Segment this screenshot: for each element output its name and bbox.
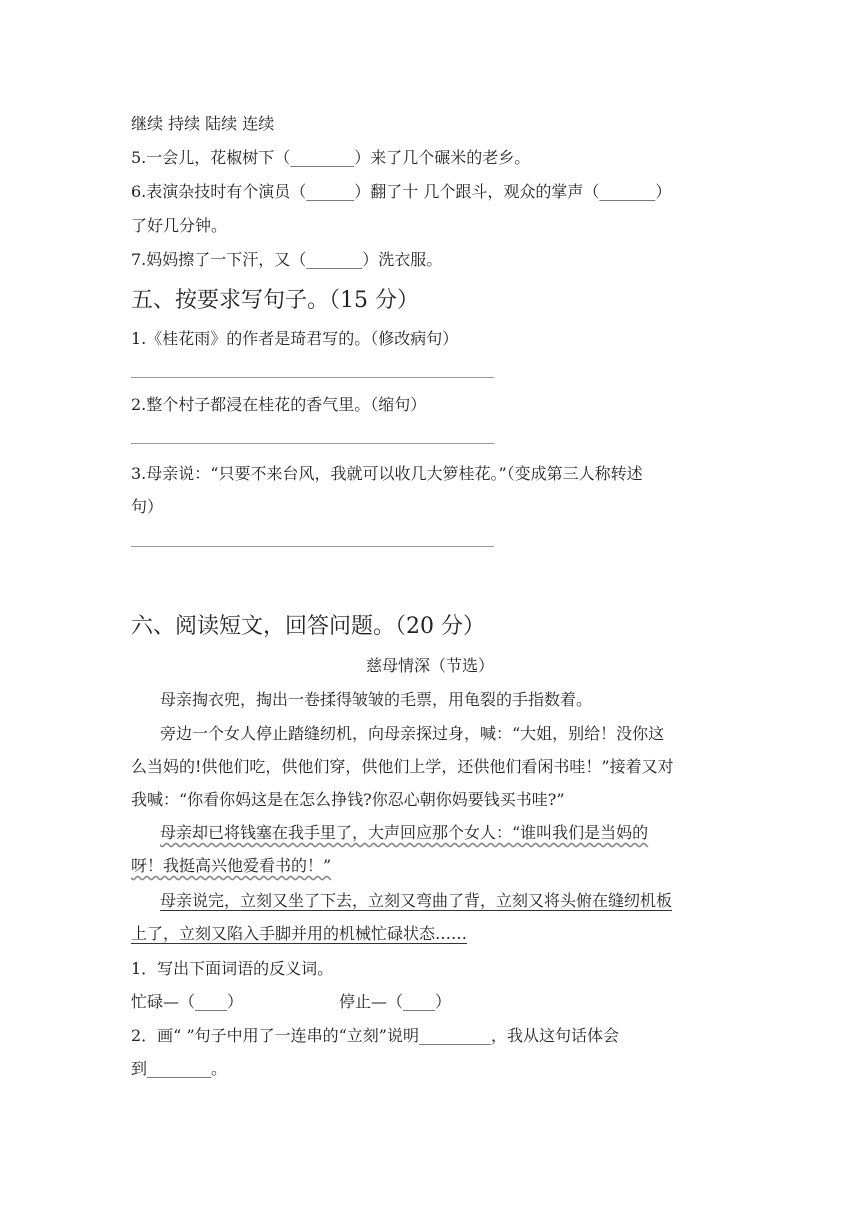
underlined-text: 母亲说完，立刻又坐了下去，立刻又弯曲了背，立刻又将头俯在缝纫机板 bbox=[160, 891, 673, 910]
wavy-underlined-text: 母亲却已将钱塞在我手里了，大声回应那个女人：“谁叫我们是当妈的 bbox=[160, 823, 649, 842]
word-options: 继续 持续 陆续 连续 bbox=[131, 114, 275, 133]
s6-question-2: 2．画“ ”句子中用了一连串的“立刻”说明_________，我从这句话体会 bbox=[131, 1026, 619, 1045]
s5-question-2: 2.整个村子都浸在桂花的香气里。（缩句） bbox=[131, 395, 427, 414]
paragraph-4-line-2 bbox=[131, 921, 467, 944]
section-5-title: 五、按要求写句子。（15 分） bbox=[131, 288, 419, 313]
underlined-text-2: 上了，立刻又陷入手脚并用的机械忙碌状态…… bbox=[131, 924, 468, 943]
question-6: 6.表演杂技时有个演员（______）翻了十 几个跟斗，观众的掌声（_______） bbox=[131, 182, 672, 201]
answer-line-1[interactable] bbox=[131, 377, 494, 378]
paragraph-2-line-2: 么当妈的!供他们吃，供他们穿，供他们上学，还供他们看闲书哇！”接着又对 bbox=[131, 757, 674, 776]
paragraph-4 bbox=[160, 888, 672, 911]
paragraph-1: 母亲掏衣兜，掏出一卷揉得皱皱的毛票，用龟裂的手指数着。 bbox=[160, 690, 593, 709]
s5-question-1: 1.《桂花雨》的作者是琦君写的。（修改病句） bbox=[131, 329, 459, 348]
antonym-1: 忙碌—（____） bbox=[131, 992, 244, 1011]
s6-question-2-cont: 到________。 bbox=[131, 1059, 228, 1078]
paragraph-3 bbox=[160, 820, 648, 843]
question-5: 5.一会儿，花椒树下（________）来了几个碾米的老乡。 bbox=[131, 148, 531, 167]
wavy-underlined-text-2: 呀！我挺高兴他爱看书的！” bbox=[131, 856, 332, 875]
antonym-2: 停止—（____） bbox=[339, 992, 452, 1011]
article-title: 慈母情深（节选） bbox=[365, 656, 494, 675]
paragraph-3-line-2 bbox=[131, 853, 331, 876]
paragraph-2: 旁边一个女人停止踏缝纫机，向母亲探过身，喊：“大姐，别给！没你这 bbox=[160, 724, 665, 743]
question-6-cont: 了好几分钟。 bbox=[131, 216, 228, 235]
answer-line-3[interactable] bbox=[131, 546, 494, 547]
s5-question-3-cont: 句） bbox=[131, 497, 164, 516]
s6-question-1: 1．写出下面词语的反义词。 bbox=[131, 959, 334, 978]
question-7: 7.妈妈擦了一下汗，又（_______）洗衣服。 bbox=[131, 250, 443, 269]
s5-question-3: 3.母亲说：“只要不来台风，我就可以收几大箩桂花。”（变成第三人称转述 bbox=[131, 464, 643, 483]
answer-line-2[interactable] bbox=[131, 443, 494, 444]
section-6-title: 六、阅读短文，回答问题。（20 分） bbox=[131, 614, 485, 639]
paragraph-2-line-3: 我喊：“你看你妈这是在怎么挣钱?你忍心朝你妈要钱买书哇?” bbox=[131, 790, 565, 809]
